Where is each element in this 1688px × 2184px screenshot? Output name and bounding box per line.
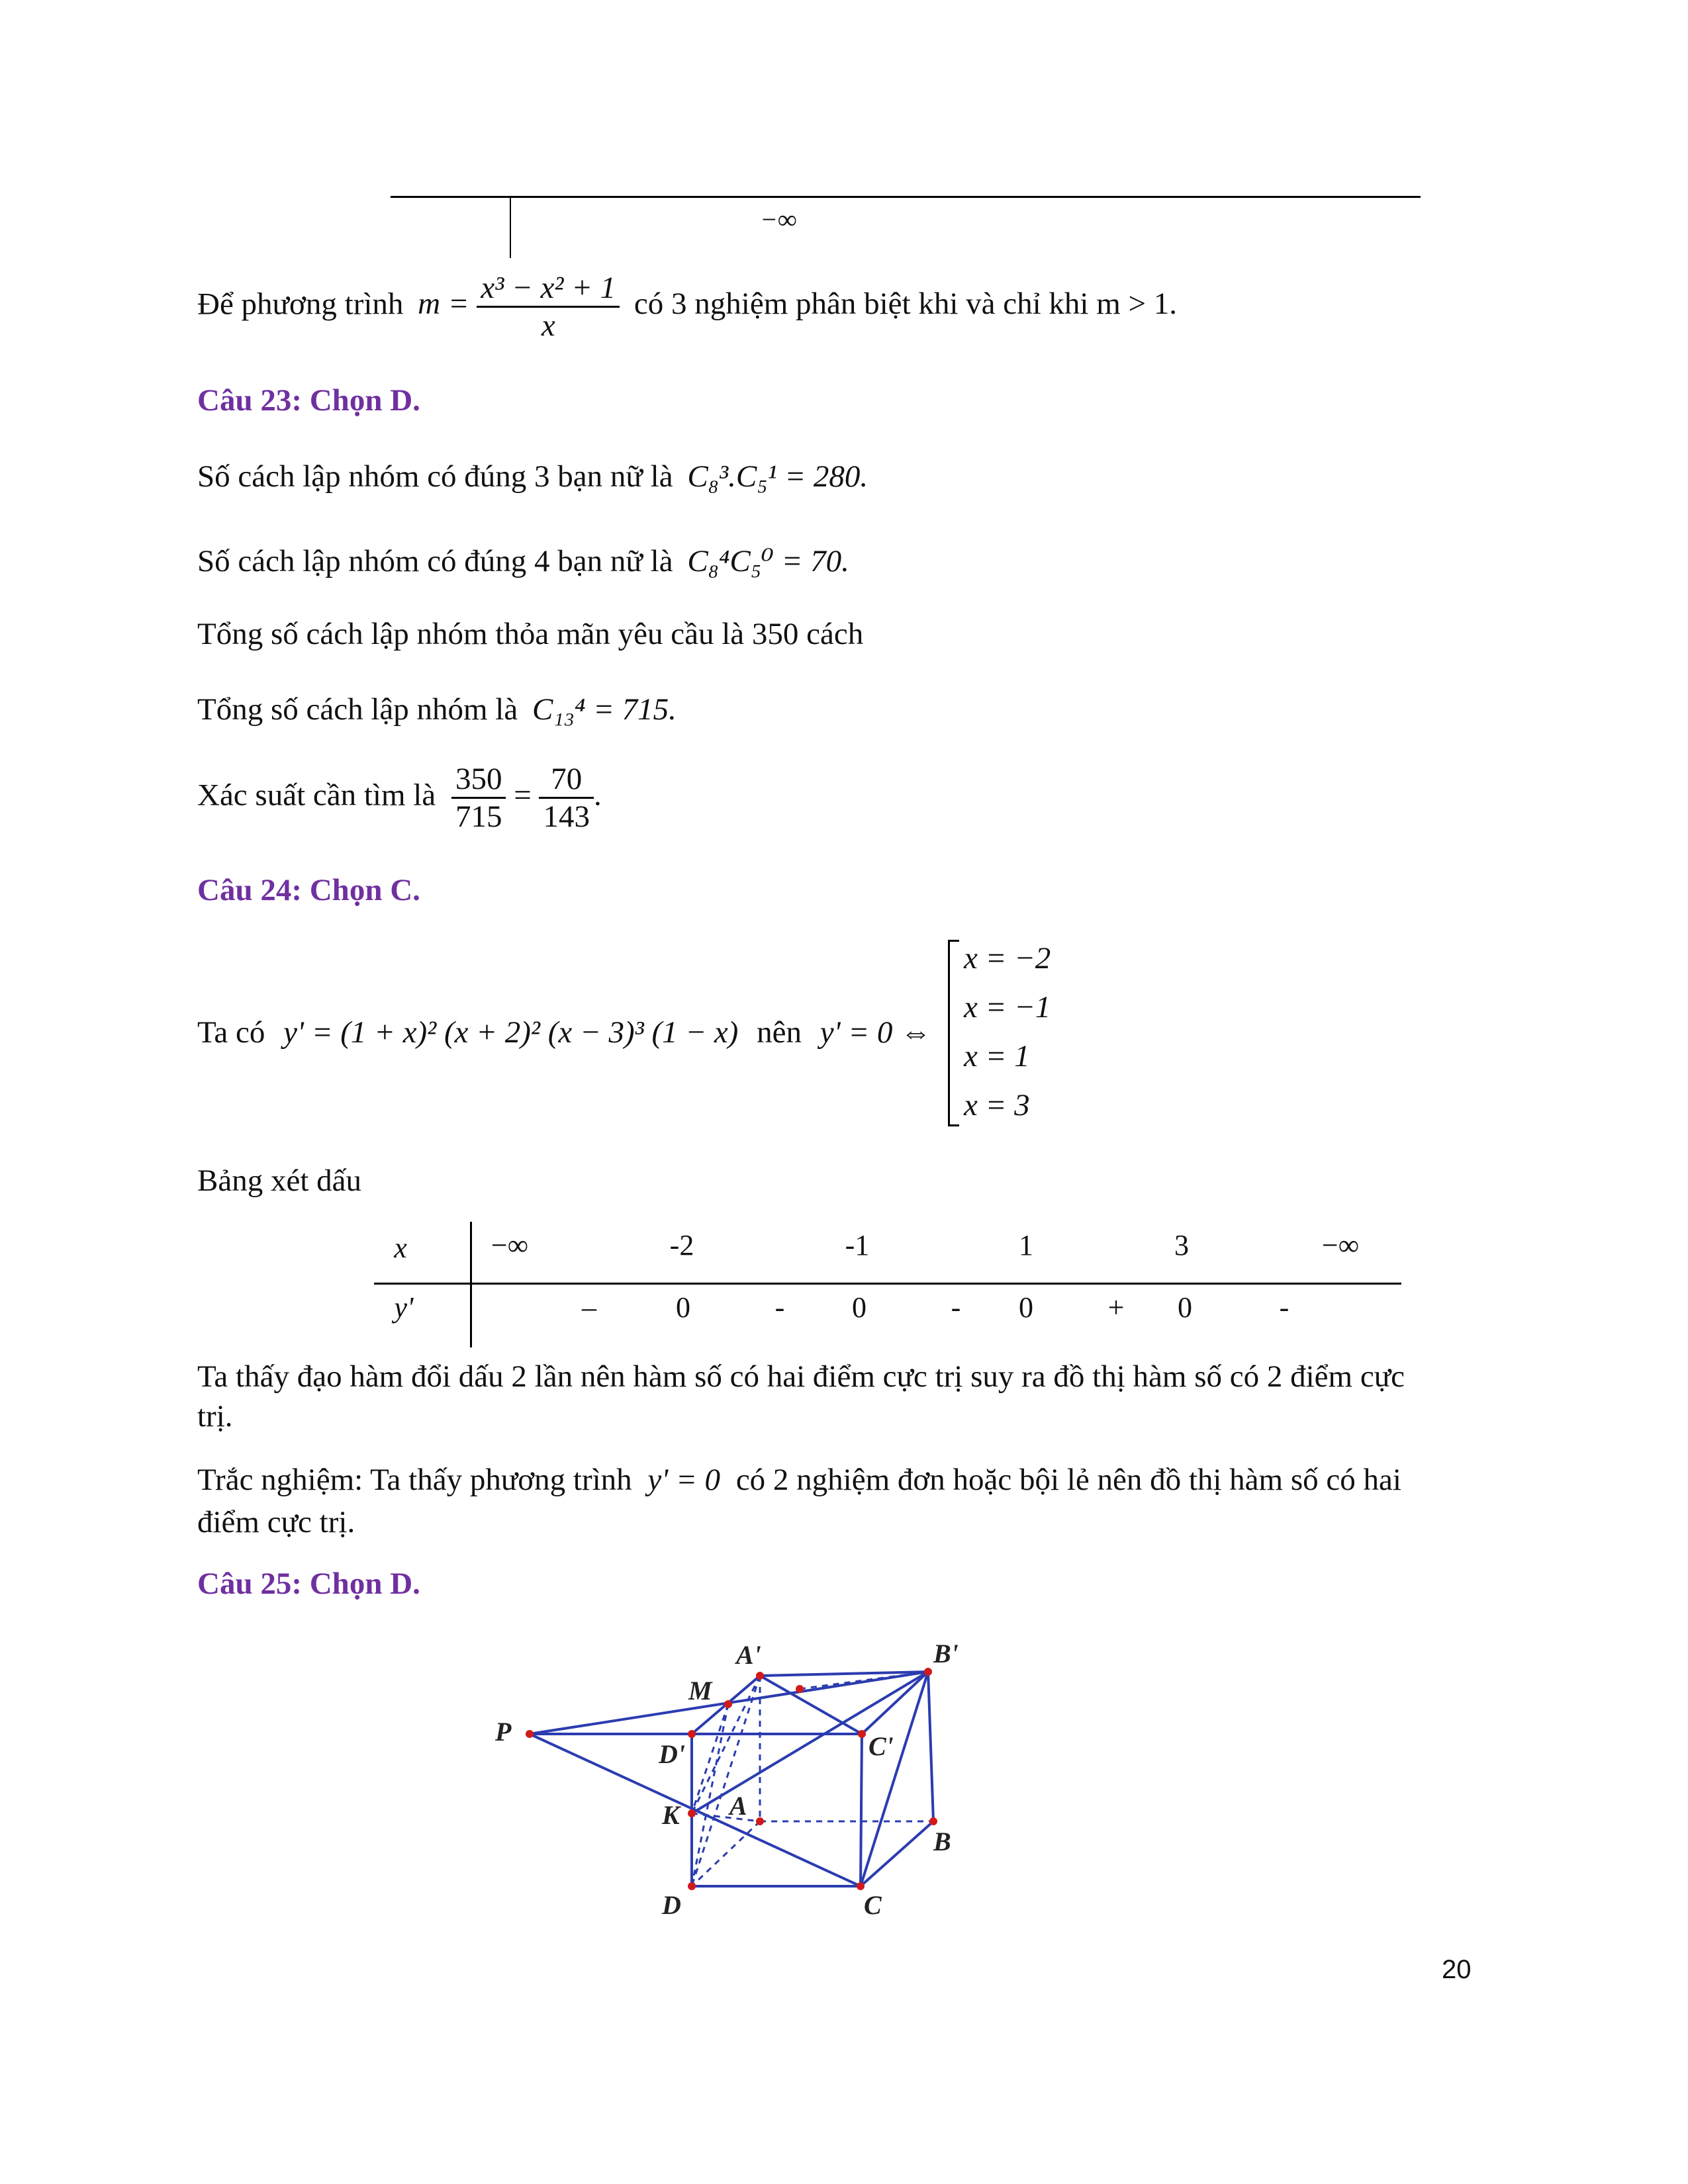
sign-table-x-value: −∞	[1321, 1229, 1360, 1261]
top-table-divider	[510, 197, 511, 258]
label-B: B	[933, 1827, 951, 1856]
point-C	[857, 1882, 865, 1890]
q23-fraction-2	[539, 761, 594, 835]
q23-fraction-1-den: 715	[455, 799, 502, 835]
equation-numerator: x³ − x² + 1	[477, 270, 620, 308]
q23-line2-math: C₈⁴C₅⁰ = 70.	[687, 544, 849, 578]
q23-line2-text: Số cách lập nhóm có đúng 4 bạn nữ là	[197, 544, 673, 578]
q24-table-title: Bảng xét dấu	[197, 1163, 361, 1198]
point-B1	[924, 1668, 932, 1676]
point-A	[756, 1817, 764, 1825]
equation-line	[197, 270, 1177, 343]
q24-para2c: điểm cực trị.	[197, 1505, 355, 1539]
q23-fraction-2-den: 143	[543, 799, 590, 835]
sign-table-y-sign: 0	[852, 1291, 867, 1324]
q24-intro: Ta có	[197, 1015, 265, 1050]
point-K	[688, 1809, 696, 1817]
edge-C1-B1	[862, 1672, 928, 1734]
point-D1	[688, 1730, 696, 1738]
q24-roots-bracket	[948, 940, 959, 1126]
q24-para1b: trị.	[197, 1399, 233, 1433]
equation-lhs: m =	[418, 287, 469, 322]
label-A: A	[729, 1791, 747, 1821]
label-P: P	[495, 1717, 512, 1747]
q23-fraction-1	[451, 761, 506, 835]
dash-M-K	[692, 1704, 728, 1813]
dash-A-D	[692, 1821, 760, 1886]
sign-table-y-sign: -	[951, 1291, 961, 1324]
label-D1: D'	[659, 1739, 685, 1769]
q23-line4-text: Tổng số cách lập nhóm là	[197, 692, 518, 727]
q24-para2-math: y' = 0	[647, 1463, 721, 1497]
edge-A1-C1	[760, 1676, 862, 1734]
q24-nen: nên	[757, 1015, 802, 1050]
sign-table-y-sign: -	[774, 1291, 785, 1324]
sign-table-vrule	[470, 1222, 472, 1347]
q24-derivative-line	[197, 1013, 931, 1053]
q24-root-4: x = 3	[964, 1088, 1030, 1122]
q23-line1-text: Số cách lập nhóm có đúng 3 bạn nữ là	[197, 459, 673, 494]
label-A1: A'	[736, 1640, 761, 1670]
point-C1	[858, 1730, 866, 1738]
page-number: 20	[1442, 1955, 1472, 1984]
dash-K-A	[692, 1813, 760, 1821]
q23-period: .	[593, 778, 602, 813]
sign-table-x-value: -1	[845, 1229, 870, 1261]
q23-line4	[197, 690, 677, 730]
equation-denominator: x	[541, 308, 555, 343]
sign-table-x-value: -2	[669, 1229, 694, 1261]
sign-table-y-sign: 0	[676, 1291, 690, 1324]
sign-table-x-value: 1	[1019, 1229, 1033, 1261]
point-mid	[796, 1685, 804, 1693]
label-M: M	[688, 1676, 712, 1706]
equation-fraction	[477, 270, 620, 343]
q24-condition: y' = 0 ⇔	[820, 1015, 932, 1050]
sign-table-y-sign: 0	[1019, 1291, 1033, 1324]
q24-root-1: x = −2	[964, 941, 1051, 976]
q24-para2	[197, 1460, 1401, 1500]
q23-fraction-1-num: 350	[451, 761, 506, 799]
point-A1	[756, 1672, 764, 1680]
top-table-neg-inf: −∞	[760, 205, 797, 234]
q24-root-2: x = −1	[964, 990, 1051, 1024]
label-C1: C'	[868, 1731, 894, 1761]
label-C: C	[864, 1890, 882, 1920]
label-D: D	[662, 1890, 681, 1920]
q23-line4-math: C₁₃⁴ = 715.	[532, 692, 677, 727]
point-P	[526, 1730, 534, 1738]
top-table-rule	[391, 196, 1421, 198]
q24-root-3: x = 1	[964, 1039, 1030, 1073]
q23-fraction-2-num: 70	[539, 761, 594, 799]
edge-P-B1	[530, 1672, 928, 1734]
equation-prefix: Để phương trình	[197, 287, 404, 322]
sign-table-y-sign: -	[1279, 1291, 1289, 1324]
q24-para2-a: Trắc nghiệm: Ta thấy phương trình	[197, 1463, 632, 1497]
edge-B1-C	[861, 1672, 928, 1886]
sign-table-x-label: x	[394, 1232, 407, 1264]
q24-derivative: y' = (1 + x)² (x + 2)² (x − 3)³ (1 − x)	[283, 1015, 739, 1050]
edge-P-C	[530, 1734, 861, 1886]
sign-table-hrule	[374, 1283, 1401, 1285]
point-D	[688, 1882, 696, 1890]
q25-heading: Câu 25: Chọn D.	[197, 1567, 420, 1601]
sign-table-x-value: −∞	[491, 1229, 529, 1261]
edge-C-B	[861, 1821, 933, 1886]
edge-A1-D1	[692, 1676, 760, 1734]
point-B	[929, 1817, 937, 1825]
q24-heading: Câu 24: Chọn C.	[197, 873, 420, 907]
q23-line2	[197, 541, 849, 582]
label-B1: B'	[933, 1639, 959, 1668]
q23-line5	[197, 761, 602, 835]
sign-table-y-label: y'	[394, 1291, 414, 1324]
edge-A1-B1	[760, 1672, 928, 1676]
sign-table-x-value: 3	[1174, 1229, 1189, 1261]
sign-table-y-sign: +	[1107, 1291, 1125, 1324]
label-K: K	[662, 1800, 680, 1830]
q24-para1: Ta thấy đạo hàm đổi dấu 2 lần nên hàm số có hai điểm cực trị suy ra đồ thị hàm số có 2 điểm cực	[197, 1359, 1405, 1394]
sign-table-y-sign: 0	[1178, 1291, 1192, 1324]
q23-equals: =	[514, 778, 532, 813]
edge-B1-B	[928, 1672, 933, 1821]
dash-A1-K	[692, 1676, 760, 1813]
dash-M-D	[692, 1704, 728, 1886]
sign-table-y-sign: –	[582, 1291, 596, 1324]
dash-mid-B1	[800, 1672, 928, 1689]
q23-line5-text: Xác suất cần tìm là	[197, 778, 436, 813]
q23-line3: Tổng số cách lập nhóm thỏa mãn yêu cầu là 350 cách	[197, 617, 864, 651]
edge-K-B1	[692, 1672, 928, 1813]
dash-A1-D	[692, 1676, 760, 1886]
q23-line1-math: C₈³.C₅¹ = 280.	[687, 459, 868, 494]
equation-suffix: có 3 nghiệm phân biệt khi và chỉ khi m > 1.	[633, 287, 1178, 322]
point-M	[724, 1700, 732, 1708]
q23-heading: Câu 23: Chọn D.	[197, 383, 420, 418]
q24-para2-b: có 2 nghiệm đơn hoặc bội lẻ nên đồ thị hàm số có hai	[735, 1463, 1401, 1497]
q23-line1	[197, 457, 868, 497]
edge-C1-C	[861, 1734, 862, 1886]
